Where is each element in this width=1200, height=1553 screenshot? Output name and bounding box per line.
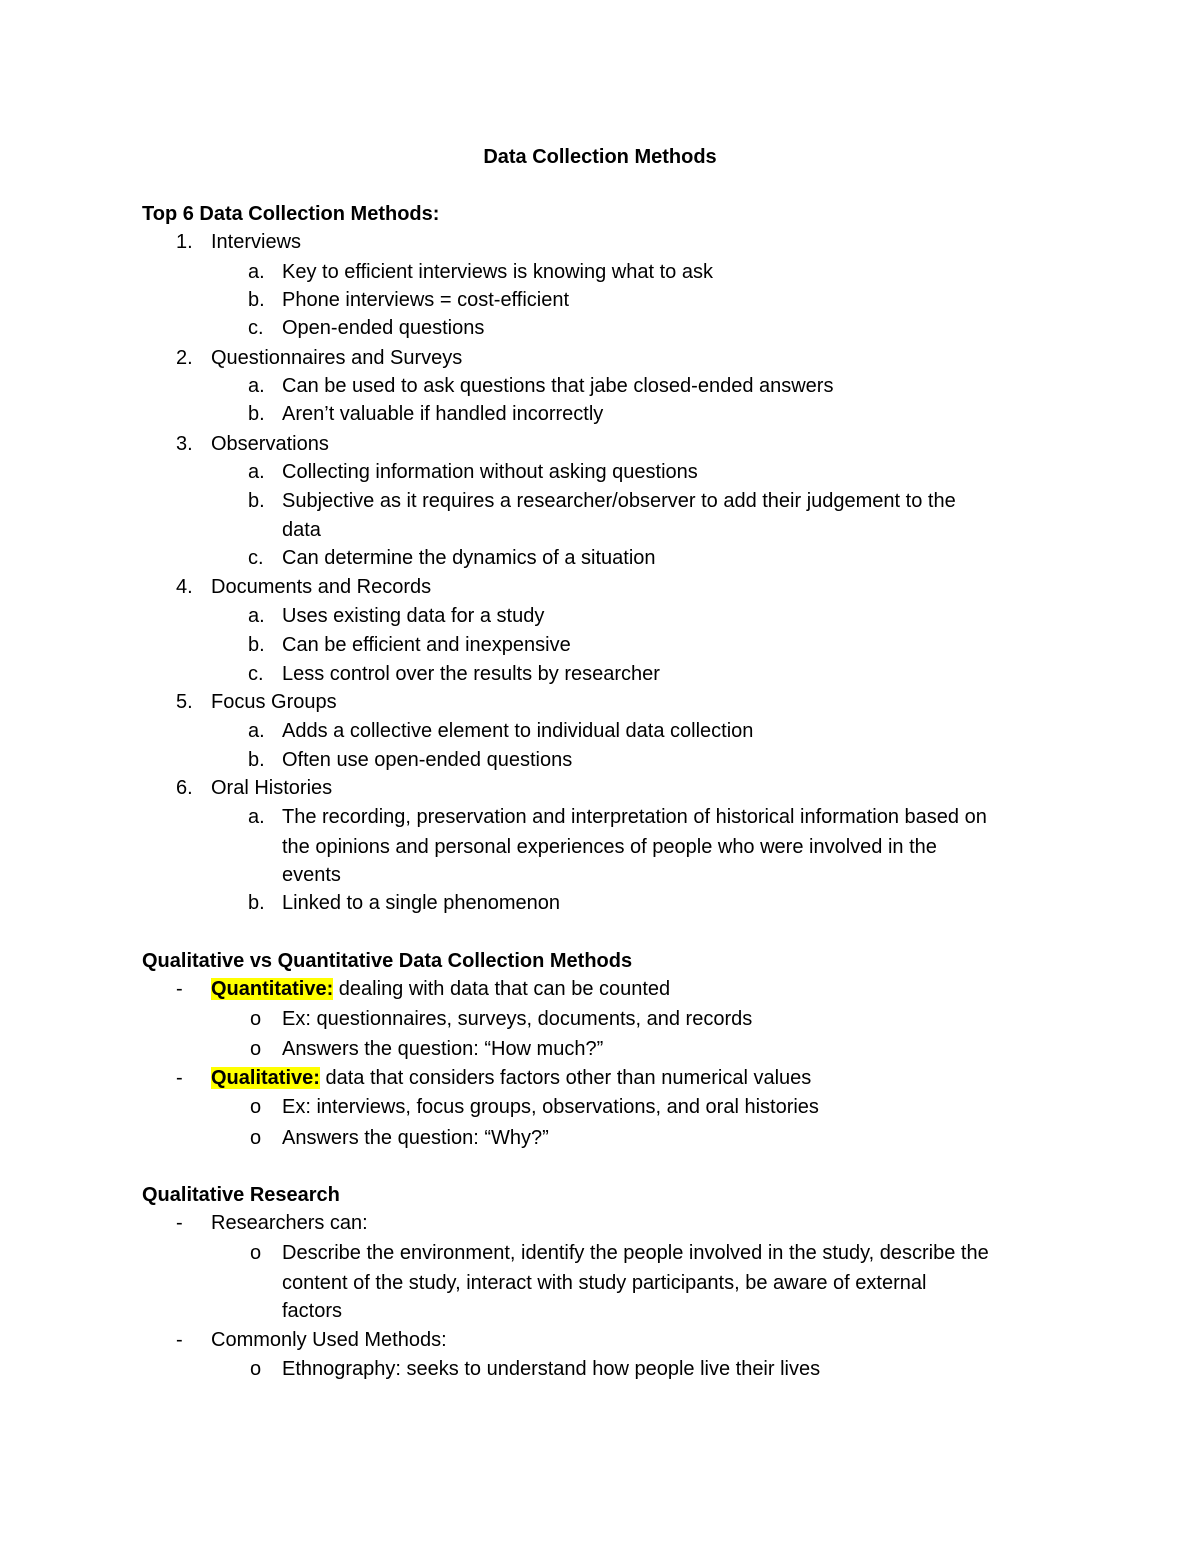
section-heading-top6: Top 6 Data Collection Methods: xyxy=(142,203,440,225)
sub-item: Ex: interviews, focus groups, observations, and oral histories xyxy=(282,1096,819,1118)
sub-item: Uses existing data for a study xyxy=(282,605,545,627)
section-heading-qual-research: Qualitative Research xyxy=(142,1184,340,1206)
sub-item: Can determine the dynamics of a situation xyxy=(282,547,656,569)
list-item: Focus Groups xyxy=(211,691,337,713)
sub-item: Answers the question: “Why?” xyxy=(282,1127,549,1149)
list-item: Commonly Used Methods: xyxy=(211,1329,447,1351)
sub-letter: b. xyxy=(248,749,265,771)
sub-letter: b. xyxy=(248,490,265,512)
sub-item: Ethnography: seeks to understand how people live their lives xyxy=(282,1358,821,1380)
list-number: 4. xyxy=(176,576,193,598)
section-heading-qual-vs-quant: Qualitative vs Quantitative Data Collection Methods xyxy=(142,950,633,972)
dash-bullet: - xyxy=(176,1329,183,1351)
list-item: Questionnaires and Surveys xyxy=(211,347,463,369)
dash-bullet: - xyxy=(176,1067,183,1089)
qualitative-desc: data that considers factors other than numerical values xyxy=(319,1067,812,1089)
sub-item-continuation: factors xyxy=(282,1300,343,1322)
sub-letter: c. xyxy=(248,547,264,569)
list-number: 2. xyxy=(176,347,193,369)
sub-letter: a. xyxy=(248,720,265,742)
list-item: Documents and Records xyxy=(211,576,432,598)
sub-letter: b. xyxy=(248,892,265,914)
list-item: Observations xyxy=(211,433,329,455)
sub-letter: b. xyxy=(248,634,265,656)
sub-item: Ex: questionnaires, surveys, documents, and records xyxy=(282,1008,753,1030)
sub-item: Can be efficient and inexpensive xyxy=(282,634,571,656)
sub-item: Subjective as it requires a researcher/observer to add their judgement to the xyxy=(282,490,956,512)
sub-item: The recording, preservation and interpretation of historical information based on xyxy=(282,806,987,828)
sub-item-continuation: content of the study, interact with study participants, be aware of external xyxy=(282,1272,927,1294)
circle-bullet: o xyxy=(250,1038,262,1060)
qualitative-label: Qualitative: xyxy=(211,1067,320,1089)
list-item: Oral Histories xyxy=(211,777,333,799)
sub-letter: a. xyxy=(248,461,265,483)
sub-item: Linked to a single phenomenon xyxy=(282,892,560,914)
circle-bullet: o xyxy=(250,1358,262,1380)
sub-item: Open-ended questions xyxy=(282,317,485,339)
circle-bullet: o xyxy=(250,1008,262,1030)
sub-item: Often use open-ended questions xyxy=(282,749,573,771)
sub-item: Phone interviews = cost-efficient xyxy=(282,289,570,311)
sub-item: Describe the environment, identify the people involved in the study, describe the xyxy=(282,1242,989,1264)
sub-letter: b. xyxy=(248,403,265,425)
qualitative-definition xyxy=(211,1065,811,1091)
list-number: 5. xyxy=(176,691,193,713)
sub-letter: a. xyxy=(248,375,265,397)
quantitative-label: Quantitative: xyxy=(211,978,334,1000)
list-number: 6. xyxy=(176,777,193,799)
sub-letter: a. xyxy=(248,605,265,627)
sub-item: Key to efficient interviews is knowing what to ask xyxy=(282,261,713,283)
sub-item-continuation: the opinions and personal experiences of people who were involved in the xyxy=(282,836,937,858)
circle-bullet: o xyxy=(250,1127,262,1149)
sub-letter: b. xyxy=(248,289,265,311)
sub-letter: a. xyxy=(248,261,265,283)
quantitative-desc: dealing with data that can be counted xyxy=(333,978,671,1000)
sub-item: Collecting information without asking questions xyxy=(282,461,698,483)
sub-item-continuation: data xyxy=(282,519,321,541)
sub-item: Can be used to ask questions that jabe closed-ended answers xyxy=(282,375,834,397)
sub-item: Answers the question: “How much?” xyxy=(282,1038,604,1060)
circle-bullet: o xyxy=(250,1096,262,1118)
list-number: 3. xyxy=(176,433,193,455)
list-number: 1. xyxy=(176,231,193,253)
sub-letter: c. xyxy=(248,663,264,685)
sub-item: Less control over the results by researcher xyxy=(282,663,660,685)
sub-item: Aren’t valuable if handled incorrectly xyxy=(282,403,604,425)
sub-letter: a. xyxy=(248,806,265,828)
sub-letter: c. xyxy=(248,317,264,339)
sub-item-continuation: events xyxy=(282,864,341,886)
dash-bullet: - xyxy=(176,978,183,1000)
list-item: Researchers can: xyxy=(211,1212,368,1234)
document-title: Data Collection Methods xyxy=(483,146,717,168)
dash-bullet: - xyxy=(176,1212,183,1234)
circle-bullet: o xyxy=(250,1242,262,1264)
list-item: Interviews xyxy=(211,231,302,253)
sub-item: Adds a collective element to individual data collection xyxy=(282,720,754,742)
quantitative-definition xyxy=(211,976,670,1002)
